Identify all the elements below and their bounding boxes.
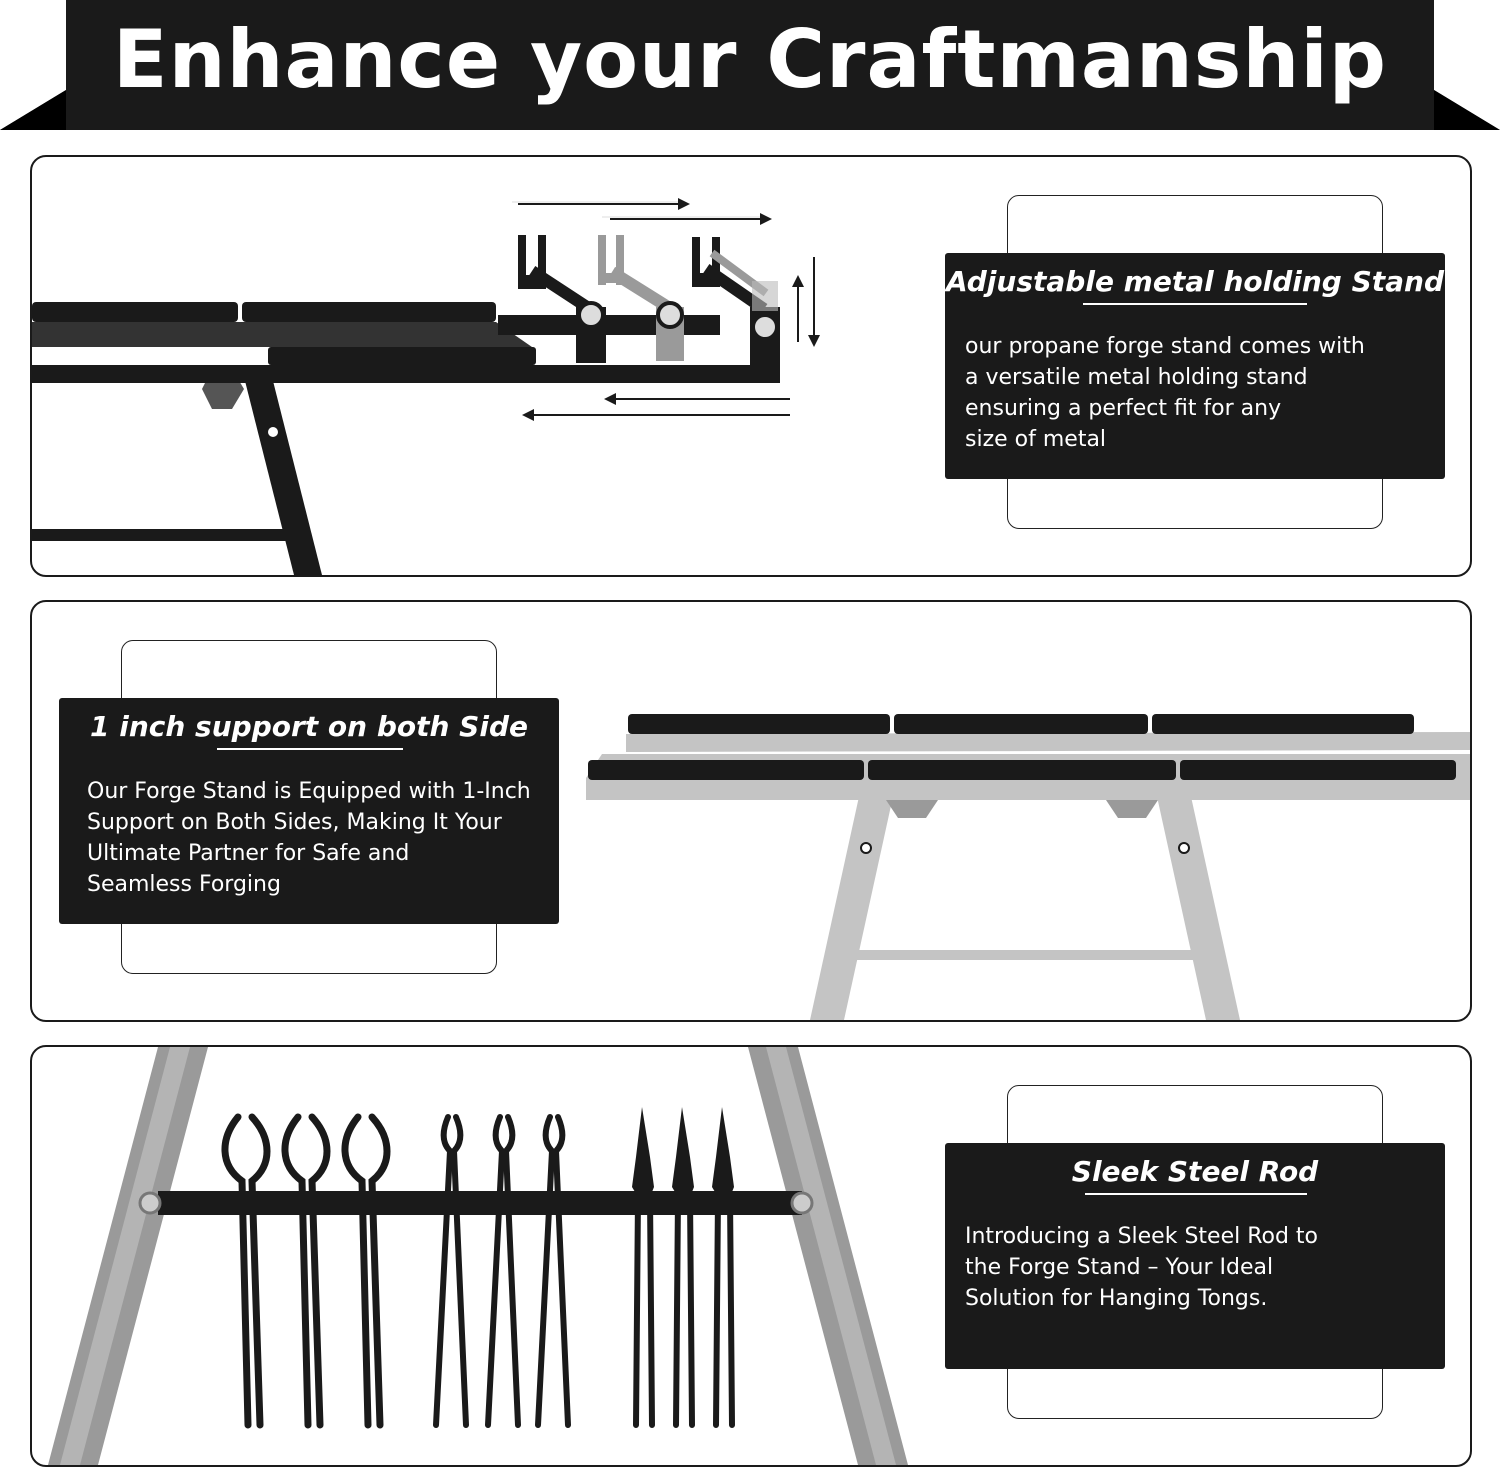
feature-description: Our Forge Stand is Equipped with 1-Inch Support on Both Sides, Making It Your Ultimate Partner for Safe and Seamless Forging	[87, 779, 531, 897]
header-banner	[0, 0, 1500, 132]
feature-card-side-support	[59, 698, 559, 924]
feature-title: Sleek Steel Rod	[1071, 1155, 1319, 1188]
title-underline	[1085, 1193, 1307, 1195]
title-underline	[217, 748, 403, 750]
page-title: Enhance your Craftmanship	[112, 12, 1388, 106]
feature-title: 1 inch support on both Side	[90, 710, 528, 743]
feature-description: Introducing a Sleek Steel Rod to the Forge Stand – Your Ideal Solution for Hanging Tongs.	[965, 1224, 1319, 1311]
feature-panel-steel-rod	[30, 1045, 1472, 1467]
feature-description: our propane forge stand comes with a versatile metal holding stand ensuring a perfect fit for any size of metal	[965, 334, 1365, 452]
title-underline	[1083, 303, 1307, 305]
feature-panel-side-support	[30, 600, 1472, 1022]
feature-title: Adjustable metal holding Stand	[945, 265, 1445, 298]
feature-panel-holding-stand	[30, 155, 1472, 577]
feature-card-holding-stand	[945, 253, 1445, 479]
feature-card-steel-rod	[945, 1143, 1445, 1369]
